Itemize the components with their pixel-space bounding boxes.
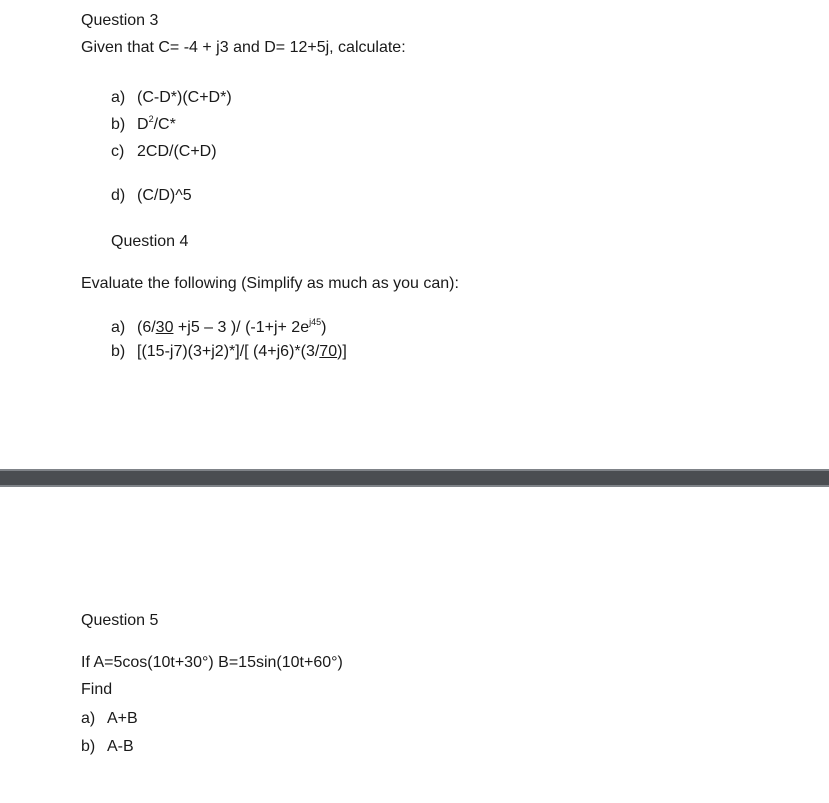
q4-item-a <box>111 318 326 338</box>
item-text: D <box>137 116 149 133</box>
item-text: (C/D)^5 <box>137 187 192 204</box>
q3-item-b <box>111 115 176 135</box>
q3-item-a <box>111 88 232 108</box>
q4-item-b <box>111 342 347 362</box>
item-text: [(15-j7)(3+j2)*]/[ (4+j6)*(3/ <box>137 343 320 360</box>
question-4-title: Question 4 <box>111 233 189 250</box>
item-label: c) <box>111 143 125 160</box>
item-text: A-B <box>107 738 134 755</box>
item-label: b) <box>111 343 126 360</box>
question-3-intro: Given that C= -4 + j3 and D= 12+5j, calculate: <box>81 39 406 56</box>
item-text: )] <box>337 343 347 360</box>
item-label: b) <box>111 116 126 133</box>
item-label: a) <box>81 710 96 727</box>
item-text: (6/ <box>137 319 156 336</box>
question-3-title: Question 3 <box>81 12 159 29</box>
item-label: a) <box>111 89 126 106</box>
item-text: A+B <box>107 710 138 727</box>
find-label: Find <box>81 681 113 698</box>
item-text: ) <box>321 319 327 336</box>
item-text: (C-D*)(C+D*) <box>137 89 232 106</box>
q3-item-c <box>111 142 217 162</box>
q3-item-d <box>111 186 192 206</box>
item-text: /C* <box>153 116 176 133</box>
underlined-number: 70 <box>319 343 338 360</box>
underlined-number: 30 <box>155 319 174 336</box>
superscript: j45 <box>309 316 322 327</box>
page-divider <box>0 469 829 487</box>
question-5-title: Question 5 <box>81 612 159 629</box>
superscript: 2 <box>148 113 154 124</box>
item-label: b) <box>81 738 96 755</box>
item-label: d) <box>111 187 126 204</box>
q5-item-b <box>81 737 134 757</box>
item-label: a) <box>111 319 126 336</box>
question-5-given: If A=5cos(10t+30°) B=15sin(10t+60°) <box>81 654 343 671</box>
question-4-intro: Evaluate the following (Simplify as much as you can): <box>81 275 459 292</box>
item-text: 2CD/(C+D) <box>137 143 217 160</box>
q5-item-a <box>81 709 138 729</box>
item-text: +j5 – 3 )/ (-1+j+ 2e <box>173 319 310 336</box>
